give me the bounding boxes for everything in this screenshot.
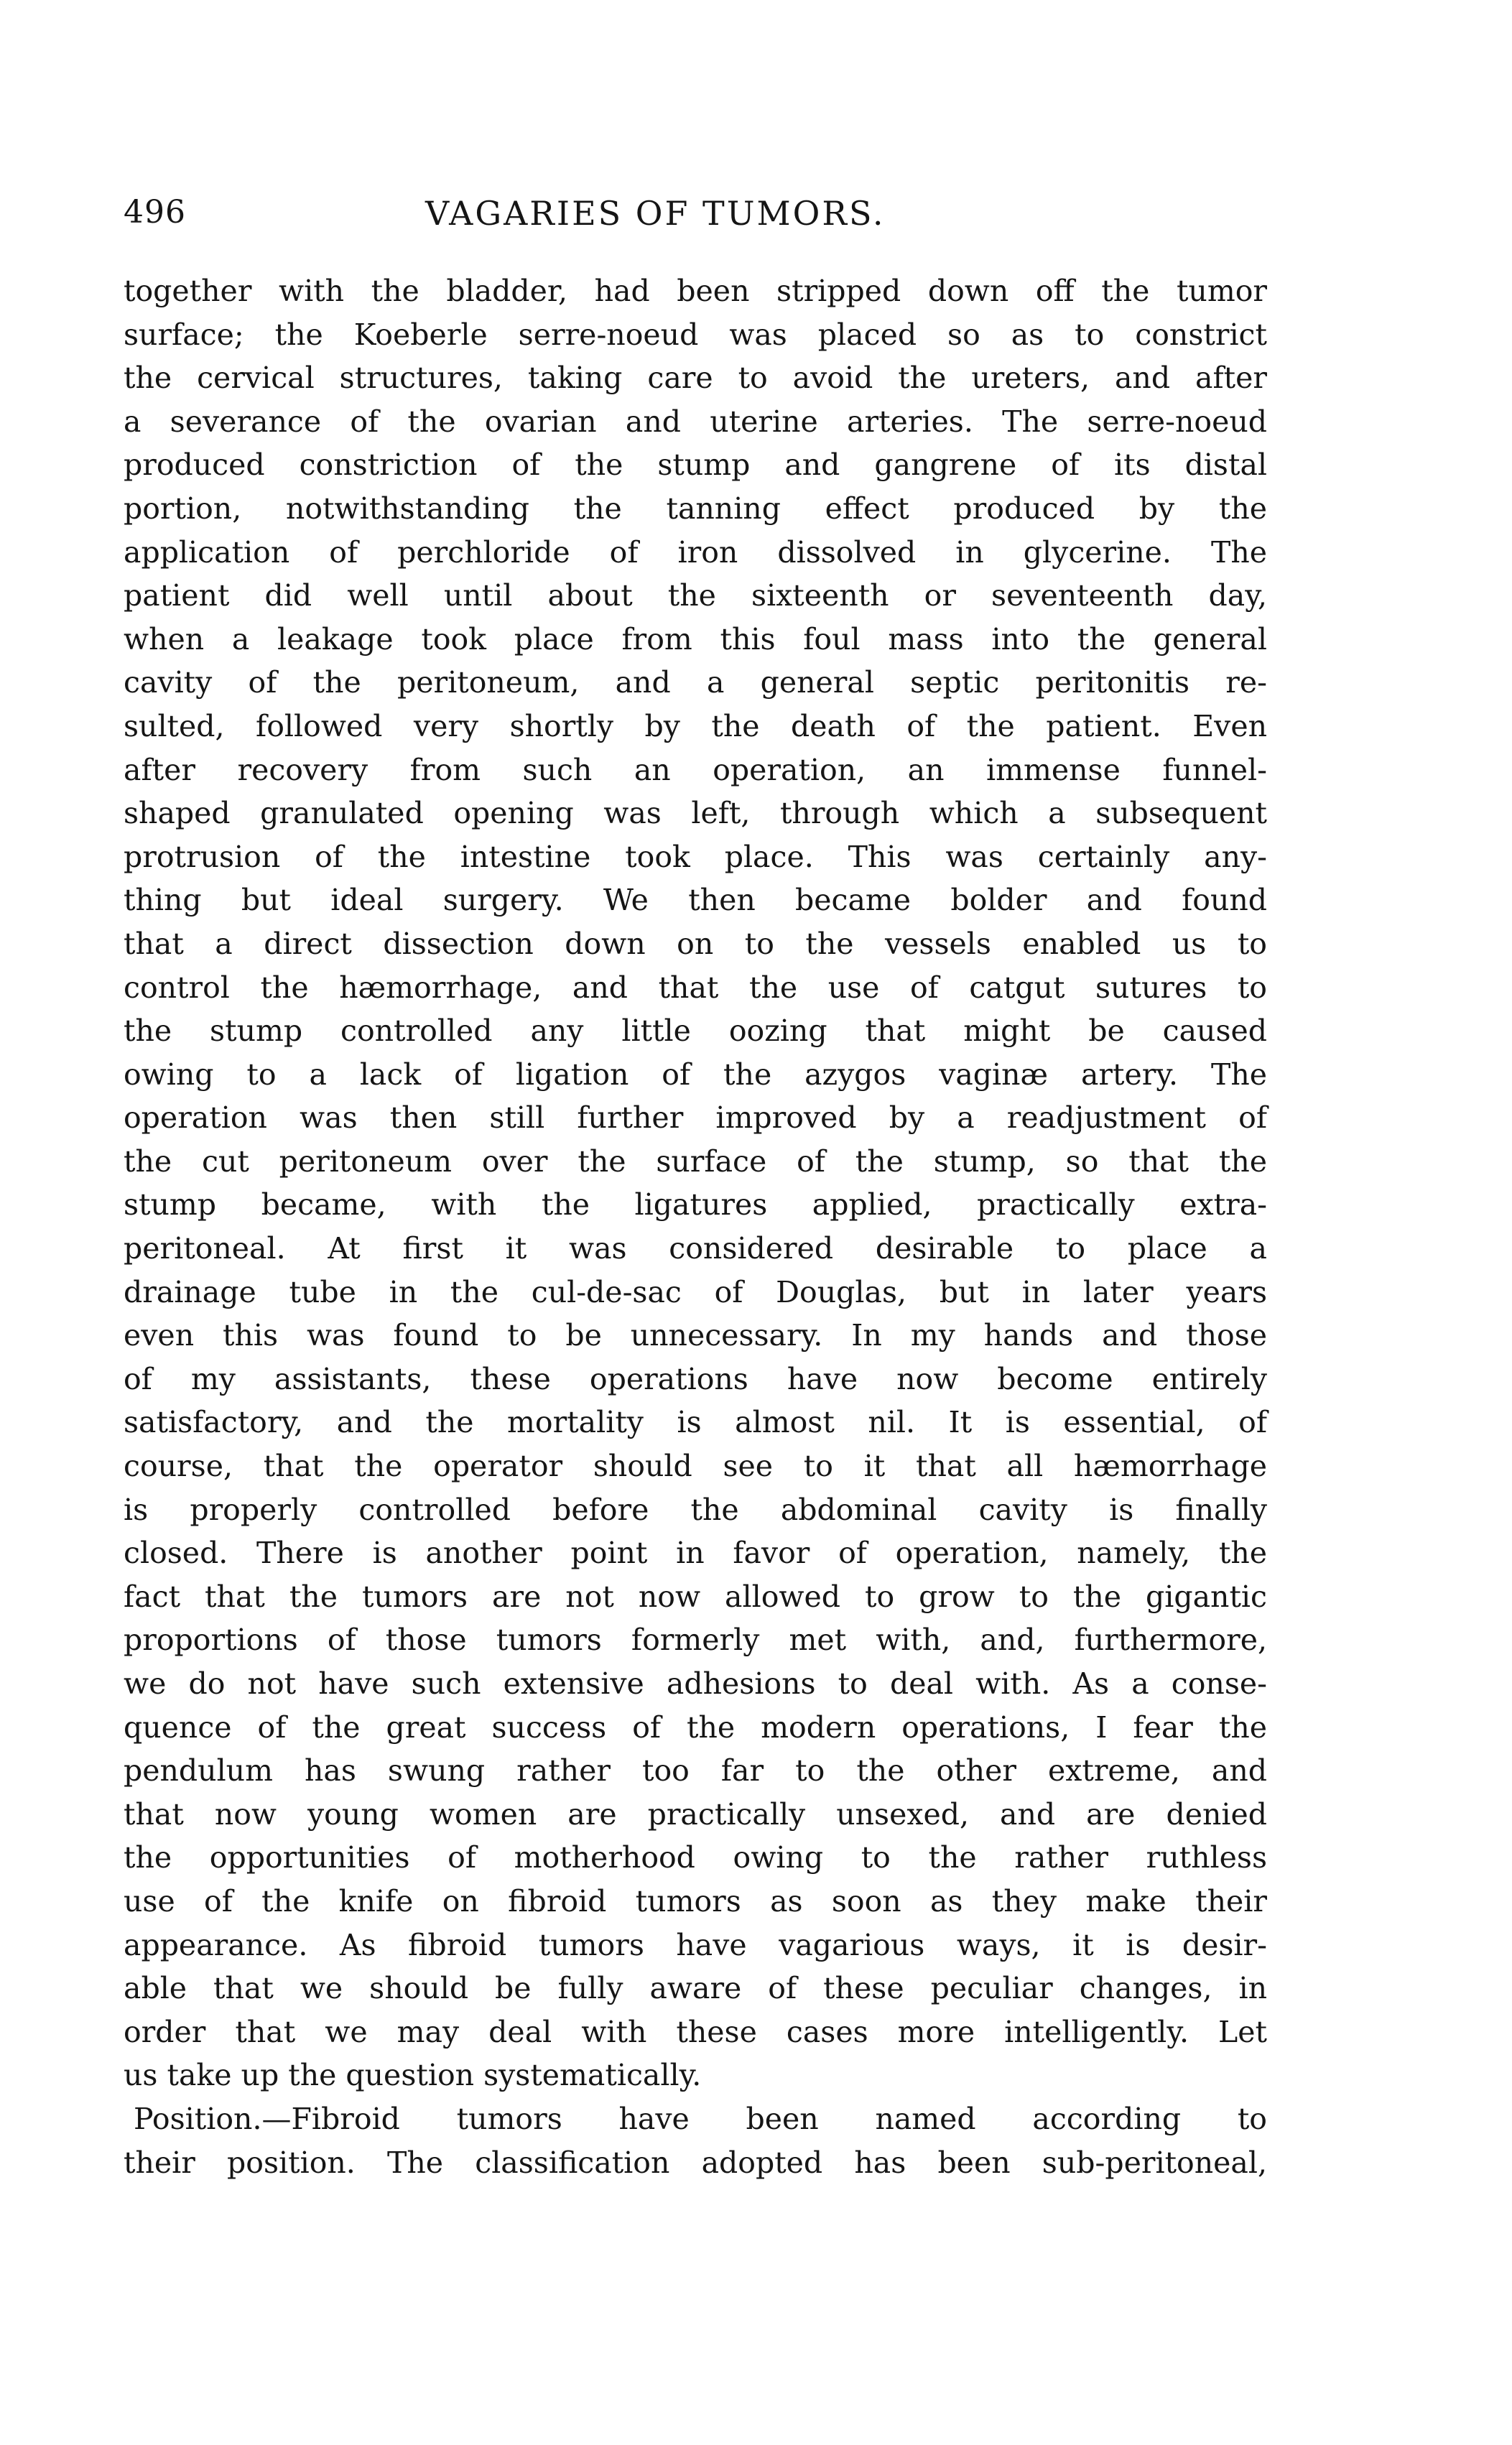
text-line: satisfactory, and the mortality is almost nil. It is essential, of (124, 1405, 1267, 1440)
text-line: the cut peritoneum over the surface of the stump, so that the (124, 1143, 1267, 1179)
text-line: us take up the question systematically. (124, 2058, 702, 2093)
text-line: patient did well until about the sixteenth or seventeenth day, (124, 578, 1267, 613)
text-line: the stump controlled any little oozing that might be caused (124, 1013, 1267, 1049)
text-line: closed. There is another point in favor of operation, namely, the (124, 1536, 1267, 1571)
text-line: quence of the great success of the modern operations, I fear the (124, 1709, 1267, 1745)
text-line: the cervical structures, taking care to avoid the ureters, and after (124, 361, 1267, 396)
text-line: the opportunities of motherhood owing to the rather ruthless (124, 1840, 1267, 1875)
text-line: order that we may deal with these cases more intelligently. Let (124, 2014, 1267, 2049)
text-line: proportions of those tumors formerly met with, and, furthermore, (124, 1623, 1267, 1658)
text-line: thing but ideal surgery. We then became bolder and found (124, 883, 1267, 918)
text-line: application of perchloride of iron dissolved in glycerine. The (124, 534, 1267, 570)
text-line: that a direct dissection down on to the vessels enabled us to (124, 926, 1267, 961)
running-head: VAGARIES OF TUMORS. (425, 194, 886, 233)
text-line: together with the bladder, had been stripped down off the tumor (124, 274, 1267, 308)
text-line: stump became, with the ligatures applied, practically extra- (124, 1187, 1267, 1222)
text-line: peritoneal. At first it was considered desirable to place a (124, 1231, 1267, 1266)
text-line: pendulum has swung rather too far to the other extreme, and (124, 1753, 1267, 1788)
text-line: appearance. As fibroid tumors have vagarious ways, it is desir- (124, 1927, 1267, 1962)
text-line: shaped granulated opening was left, through which a subsequent (124, 796, 1267, 831)
text-line: portion, notwithstanding the tanning effect produced by the (124, 491, 1267, 526)
text-line: of my assistants, these operations have now become entirely (124, 1361, 1267, 1396)
text-line: able that we should be fully aware of these peculiar changes, in (124, 1971, 1267, 2006)
text-line: fact that the tumors are not now allowed to grow to the gigantic (124, 1579, 1267, 1614)
text-line: operation was then still further improved by a readjustment of (124, 1100, 1267, 1136)
text-line: produced constriction of the stump and gangrene of its distal (124, 447, 1267, 483)
text-line: control the hæmorrhage, and that the use of catgut sutures to (124, 970, 1267, 1005)
text-line: cavity of the peritoneum, and a general septic peritonitis re- (124, 665, 1267, 700)
text-line: use of the knife on fibroid tumors as soon as they make their (124, 1883, 1267, 1919)
text-line: surface; the Koeberle serre-noeud was placed so as to constrict (124, 317, 1267, 352)
text-line: drainage tube in the cul-de-sac of Douglas, but in later years (124, 1274, 1267, 1309)
text-line: after recovery from such an operation, an immense funnel- (124, 752, 1267, 787)
text-line: when a leakage took place from this foul mass into the general (124, 621, 1267, 657)
text-line: that now young women are practically unsexed, and are denied (124, 1796, 1267, 1832)
text-line: protrusion of the intestine took place. This was certainly any- (124, 839, 1267, 874)
text-line: even this was found to be unnecessary. In my hands and those (124, 1318, 1267, 1353)
page-header (124, 194, 1266, 244)
text-line: is properly controlled before the abdominal cavity is finally (124, 1492, 1267, 1527)
text-line: sulted, followed very shortly by the death of the patient. Even (124, 708, 1267, 743)
text-line: course, that the operator should see to it that all hæmorrhage (124, 1449, 1267, 1484)
body-text (124, 269, 1267, 2184)
page-number: 496 (124, 194, 186, 231)
text-line: owing to a lack of ligation of the azygos vaginæ artery. The (124, 1057, 1267, 1092)
text-line: a severance of the ovarian and uterine arteries. The serre-noeud (124, 404, 1267, 439)
text-line: their position. The classification adopted has been sub-peritoneal, (124, 2145, 1267, 2180)
section-heading-line: Position.—Fibroid tumors have been named according to (134, 2101, 1267, 2136)
text-line: we do not have such extensive adhesions to deal with. As a conse- (124, 1666, 1267, 1701)
